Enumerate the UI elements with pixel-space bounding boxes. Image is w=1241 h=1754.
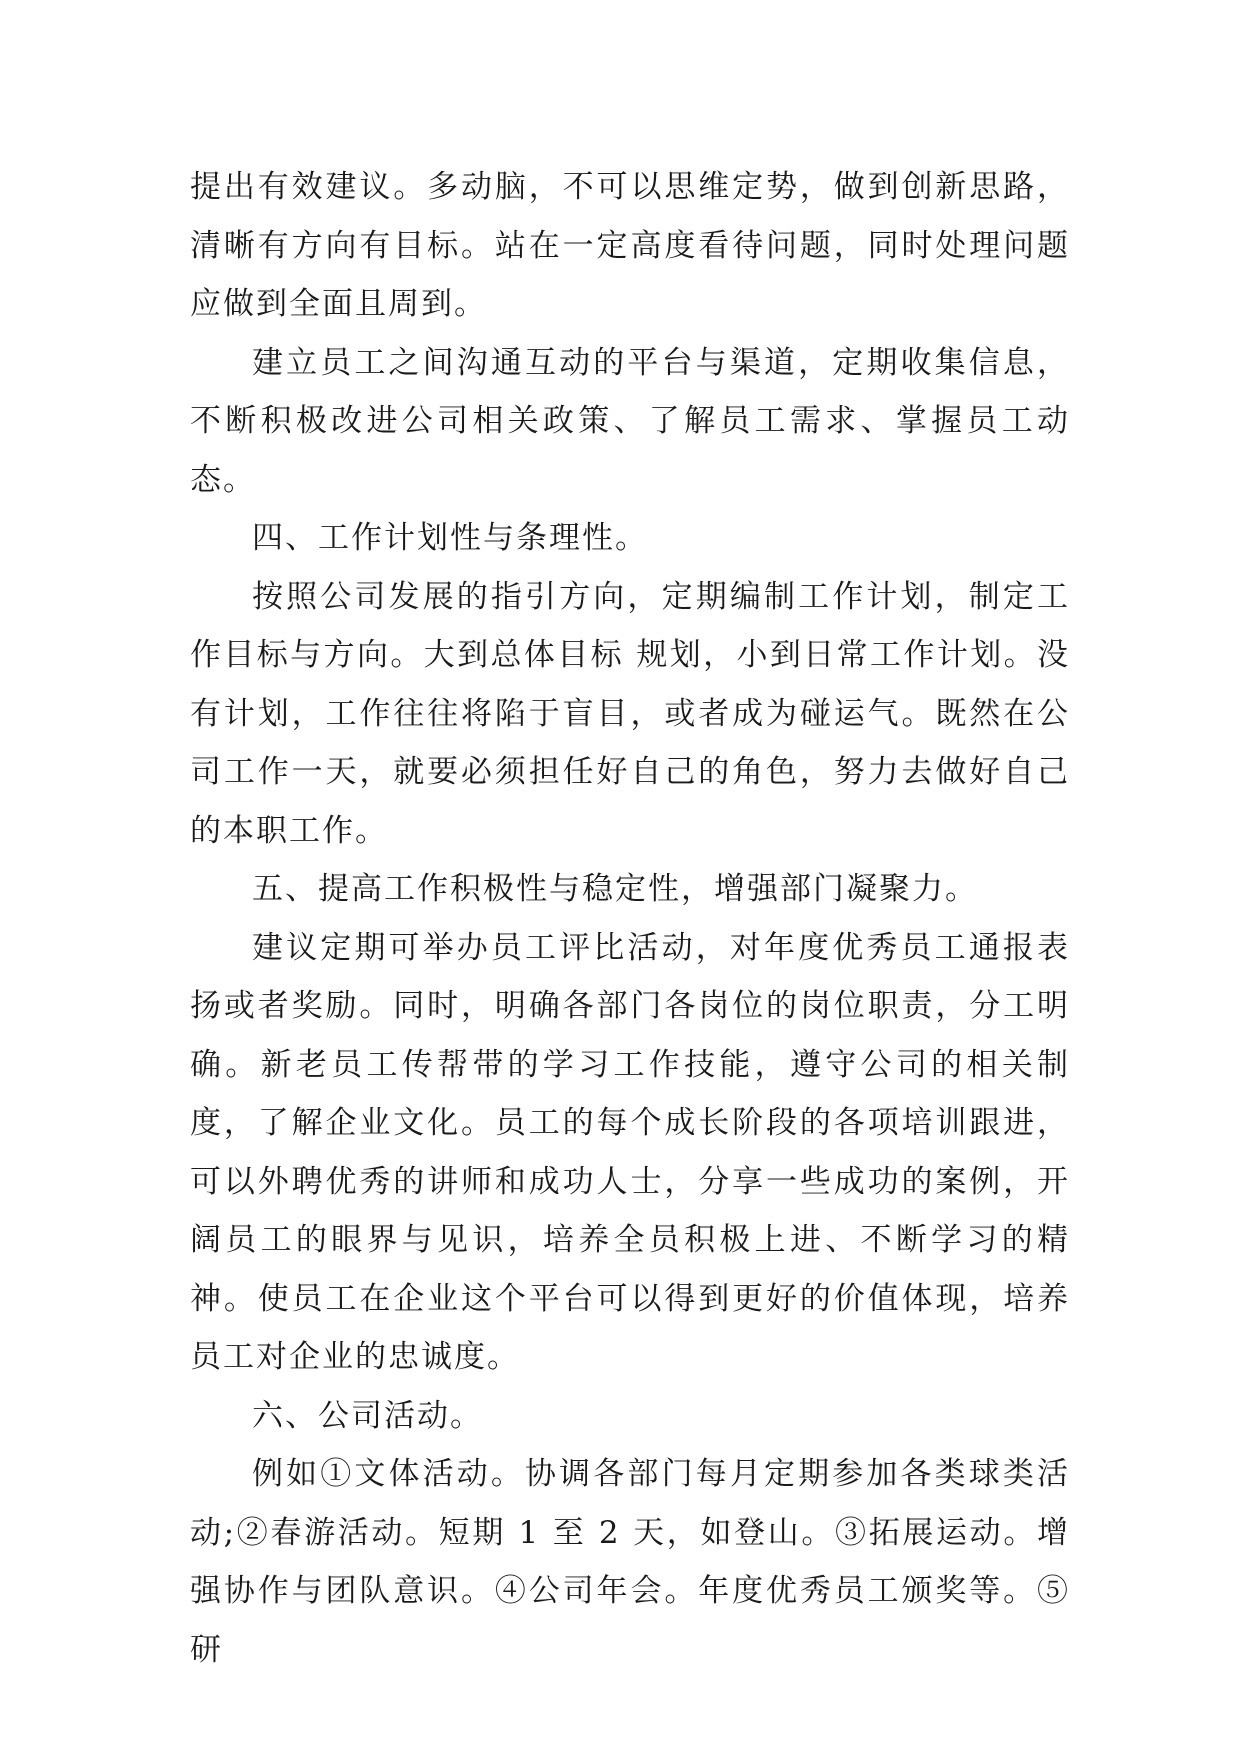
section-heading-4: 四、工作计划性与条理性。 (252, 520, 648, 556)
paragraph-5: 例如①文体活动。协调各部门每月定期参加各类球类活动;②春游活动。短期 1 至 2 天，如登山。③拓展运动。增强协作与团队意识。④公司年会。年度优秀员工颁奖等。⑤研 (190, 1456, 1070, 1668)
paragraph-4: 建议定期可举办员工评比活动，对年度优秀员工通报表扬或者奖励。同时，明确各部门各岗位的岗位职责，分工明确。新老员工传帮带的学习工作技能，遵守公司的相关制度，了解企业文化。员工的每个成长阶段的各项培训跟进，可以外聘优秀的讲师和成功人士，分享一些成功的案例，开阔员工的眼界与见识，培养全员积极上进、不断学习的精神。使员工在企业这个平台可以得到更好的价值体现，培养员工对企业的忠诚度。 (190, 929, 1070, 1375)
paragraph-2: 建立员工之间沟通互动的平台与渠道，定期收集信息，不断积极改进公司相关政策、了解员工需求、掌握员工动态。 (190, 344, 1070, 498)
paragraph-1: 提出有效建议。多动脑，不可以思维定势，做到创新思路，清晰有方向有目标。站在一定高度看待问题，同时处理问题应做到全面且周到。 (190, 169, 1070, 322)
paragraph-3: 按照公司发展的指引方向，定期编制工作计划，制定工作目标与方向。大到总体目标 规划，小到日常工作计划。没有计划，工作往往将陷于盲目，或者成为碰运气。既然在公司工作一天，就要必须担任好自己的角色，努力去做好自己的本职工作。 (190, 578, 1070, 849)
section-heading-5: 五、提高工作积极性与稳定性，增强部门凝聚力。 (252, 871, 978, 907)
section-heading-6: 六、公司活动。 (252, 1397, 483, 1434)
document-body (190, 158, 1070, 1679)
